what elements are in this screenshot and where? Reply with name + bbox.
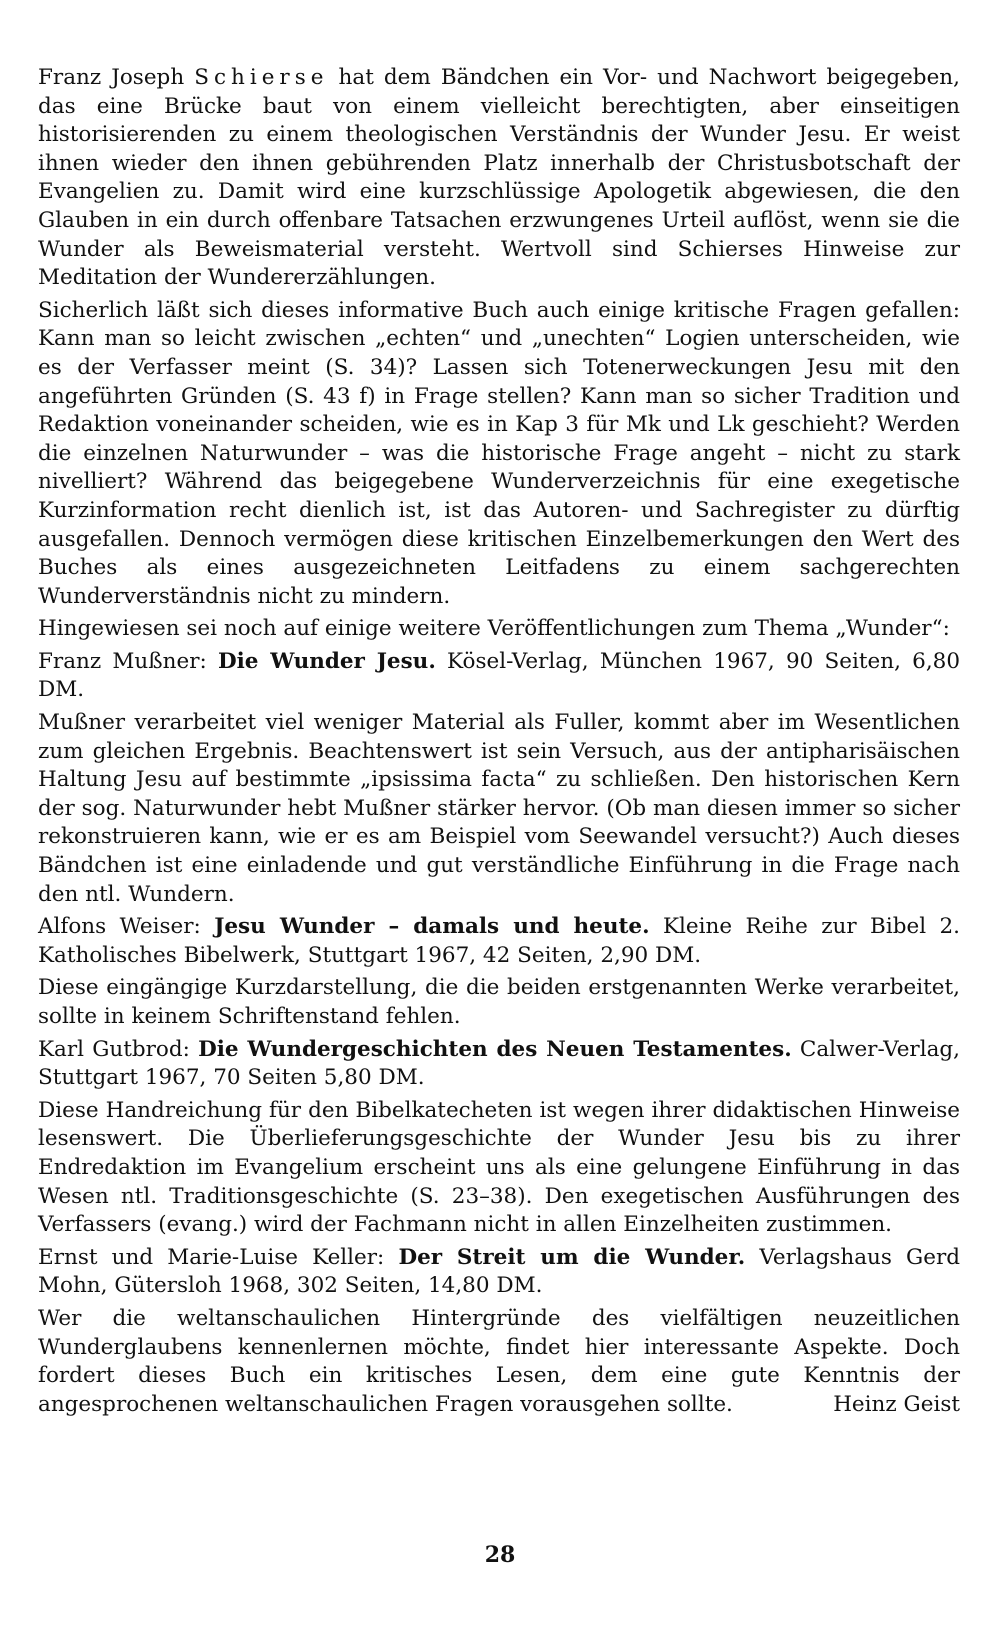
reference-weiser [38, 913, 960, 970]
reference-publisher: Kösel-Verlag, München 1967, 90 Seiten, 6,80 DM. [38, 648, 961, 703]
paragraph-text: hat dem Bändchen ein Vor- und Nachwort beigegeben, das eine Brücke baut von einem vielleicht berechtigten, aber einseitigen historisierenden zu einem theologischen Verständnis der Wunder Jesu. Er weist ihnen wieder den ihnen gebührenden Platz innerhalb der Christusbotschaft der Evangelien zu. Damit wird eine kurzschlüssige Apologetik abgewiesen, die den Glauben in ein durch offenbare Tatsachen erzwungenes Urteil auflöst, wenn sie die Wunder als Beweismaterial versteht. Wertvoll sind Schierses Hinweise zur Meditation der Wundererzählungen. [38, 65, 960, 291]
reference-author: Franz Mußner: [38, 648, 218, 674]
reference-title: Jesu Wunder – damals und heute. [214, 914, 650, 940]
reference-gutbrod [38, 1036, 960, 1093]
paragraph-critical-questions: Sicherlich läßt sich dieses informative Buch auch einige kritische Fragen gefallen: Kann man so leicht zwischen „echten“ und „unechten“ Logien unterscheiden, wie es der Verfasser meint (S. 34)? Lassen sich Totenerweckungen Jesu mit den angeführten Gründen (S. 43 f) in Frage stellen? Kann man so sicher Tradition und Redaktion voneinander scheiden, wie es in Kap 3 für Mk und Lk geschieht? Werden die einzelnen Naturwunder – was die historische Frage angeht – nicht zu stark nivelliert? Während das beigegebene Wunderverzeichnis für eine exegetische Kurzinformation recht dienlich ist, ist das Autoren- und Sachregister zu dürftig ausgefallen. Dennoch vermögen diese kritischen Einzelbemerkungen den Wert des Buches als eines ausgezeichneten Leitfadens zu einem sachgerechten Wunderverständnis nicht zu mindern. [38, 297, 960, 609]
reference-title: Die Wunder Jesu. [217, 648, 436, 674]
review-signature: Heinz Geist [833, 1391, 960, 1417]
paragraph-further-publications: Hingewiesen sei noch auf einige weitere Veröffentlichungen zum Thema „Wunder“: [38, 616, 950, 642]
reference-title: Der Streit um die Wunder. [398, 1244, 746, 1270]
reference-publisher: Verlagshaus Gerd Mohn, Gütersloh 1968, 302 Seiten, 14,80 DM. [38, 1244, 960, 1299]
paragraph-schierse-review [38, 64, 960, 293]
reference-keller [38, 1244, 960, 1301]
reference-publisher: Calwer-Verlag, Stuttgart 1967, 70 Seiten 5,80 DM. [38, 1036, 961, 1091]
page-body [38, 64, 960, 1423]
reference-publisher: Kleine Reihe zur Bibel 2. Katholisches Bibelwerk, Stuttgart 1967, 42 Seiten, 2,90 DM. [38, 914, 960, 968]
page-number: 28 [484, 1542, 516, 1568]
reference-author: Alfons Weiser: [38, 914, 215, 940]
paragraph-text: Wer die weltanschaulichen Hintergründe des vielfältigen neuzeitlichen Wunderglaubens kennenlernen möchte, findet hier interessante Aspekte. Doch fordert dieses Buch ein kritisches Lesen, dem eine gute Kenntnis der angesprochenen weltanschaulichen Fragen vorausgehen sollte. [38, 1305, 960, 1417]
paragraph-weiser-review: Diese eingängige Kurzdarstellung, die die beiden erstgenannten Werke verarbeitet, sollte in keinem Schriftenstand fehlen. [38, 975, 960, 1029]
author-name-spaced: Schierse [194, 65, 329, 90]
reference-mussner [38, 648, 960, 705]
paragraph-keller-review [38, 1305, 960, 1419]
paragraph-gutbrod-review: Diese Handreichung für den Bibelkatecheten ist wegen ihrer didaktischen Hinweise lesenswert. Die Überlieferungsgeschichte der Wunder Jesu bis zu ihrer Endredaktion im Evangelium erscheint uns als eine gelungene Einführung in das Wesen ntl. Traditionsgeschichte (S. 23–38). Den exegetischen Ausführungen des Verfassers (evang.) wird der Fachmann nicht in allen Einzelheiten zustimmen. [38, 1097, 960, 1238]
reference-title: Die Wundergeschichten des Neuen Testamentes. [198, 1036, 792, 1062]
author-lead: Franz Joseph [38, 65, 195, 90]
reference-author: Ernst und Marie-Luise Keller: [38, 1244, 399, 1270]
reference-author: Karl Gutbrod: [38, 1036, 199, 1062]
paragraph-mussner-review: Mußner verarbeitet viel weniger Material als Fuller, kommt aber im Wesentlichen zum gleichen Ergebnis. Beachtenswert ist sein Versuch, aus der antipharisäischen Haltung Jesu auf bestimmte „ipsissima facta“ zu schließen. Den historischen Kern der sog. Naturwunder hebt Mußner stärker hervor. (Ob man diesen immer so sicher rekonstruieren kann, wie er es am Beispiel vom Seewandel versucht?) Auch dieses Bändchen ist eine einladende und gut verständliche Einführung in die Frage nach den ntl. Wundern. [38, 710, 960, 907]
